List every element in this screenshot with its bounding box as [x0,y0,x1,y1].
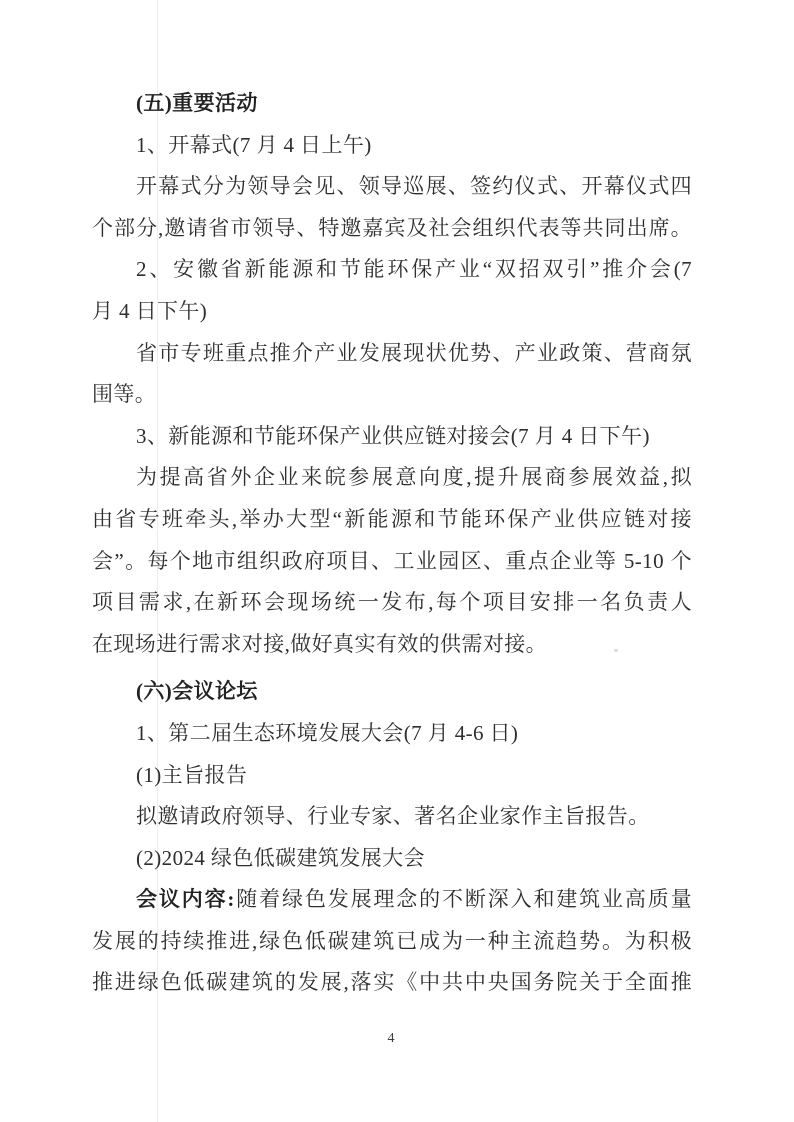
page-number: 4 [387,1031,395,1046]
item-line: (2)2024 绿色低碳建筑发展大会 [136,845,425,870]
paragraph-line: 由省专班牵头,举办大型“新能源和节能环保产业供应链对接 [92,506,692,531]
section-heading: (六)会议论坛 [136,679,258,704]
item-line: (1)主旨报告 [136,762,248,787]
paragraph-line: 发展的持续推进,绿色低碳建筑已成为一种主流趋势。为积极 [92,928,692,953]
item-line: 3、新能源和节能环保产业供应链对接会(7 月 4 日下午) [136,423,650,448]
paragraph-line: 项目需求,在新环会现场统一发布,每个项目安排一名负责人 [92,590,692,615]
paragraph-line: 推进绿色低碳建筑的发展,落实《中共中央国务院关于全面推 [92,970,692,995]
paragraph-line: 月 4 日下午) [92,298,208,323]
item-line: 1、第二届生态环境发展大会(7 月 4-6 日) [136,720,519,745]
item-line: 1、开幕式(7 月 4 日上午) [136,132,372,157]
paragraph-line: 为提高省外企业来皖参展意向度,提升展商参展效益,拟 [136,465,692,490]
paragraph-line: 在现场进行需求对接,做好真实有效的供需对接。 [92,631,548,656]
paragraph-line: 开幕式分为领导会见、领导巡展、签约仪式、开幕仪式四 [136,174,692,199]
paragraph-line: 会”。每个地市组织政府项目、工业园区、重点企业等 5-10 个 [92,548,692,573]
paragraph-line [92,879,692,921]
inline-bold-label: 会议内容: [136,887,235,912]
paragraph-line: 拟邀请政府领导、行业专家、著名企业家作主旨报告。 [136,804,650,829]
paragraph-line: 围等。 [92,382,157,407]
document-body [92,83,692,1004]
paragraph-line: 省市专班重点推介产业发展现状优势、产业政策、营商氛 [136,340,692,365]
paragraph-text: 随着绿色发展理念的不断深入和建筑业高质量 [234,887,692,912]
paragraph-line: 个部分,邀请省市领导、特邀嘉宾及社会组织代表等共同出席。 [92,215,692,240]
item-line: 2、安徽省新能源和节能环保产业“双招双引”推介会(7 [136,257,692,282]
section-heading: (五)重要活动 [136,91,258,115]
